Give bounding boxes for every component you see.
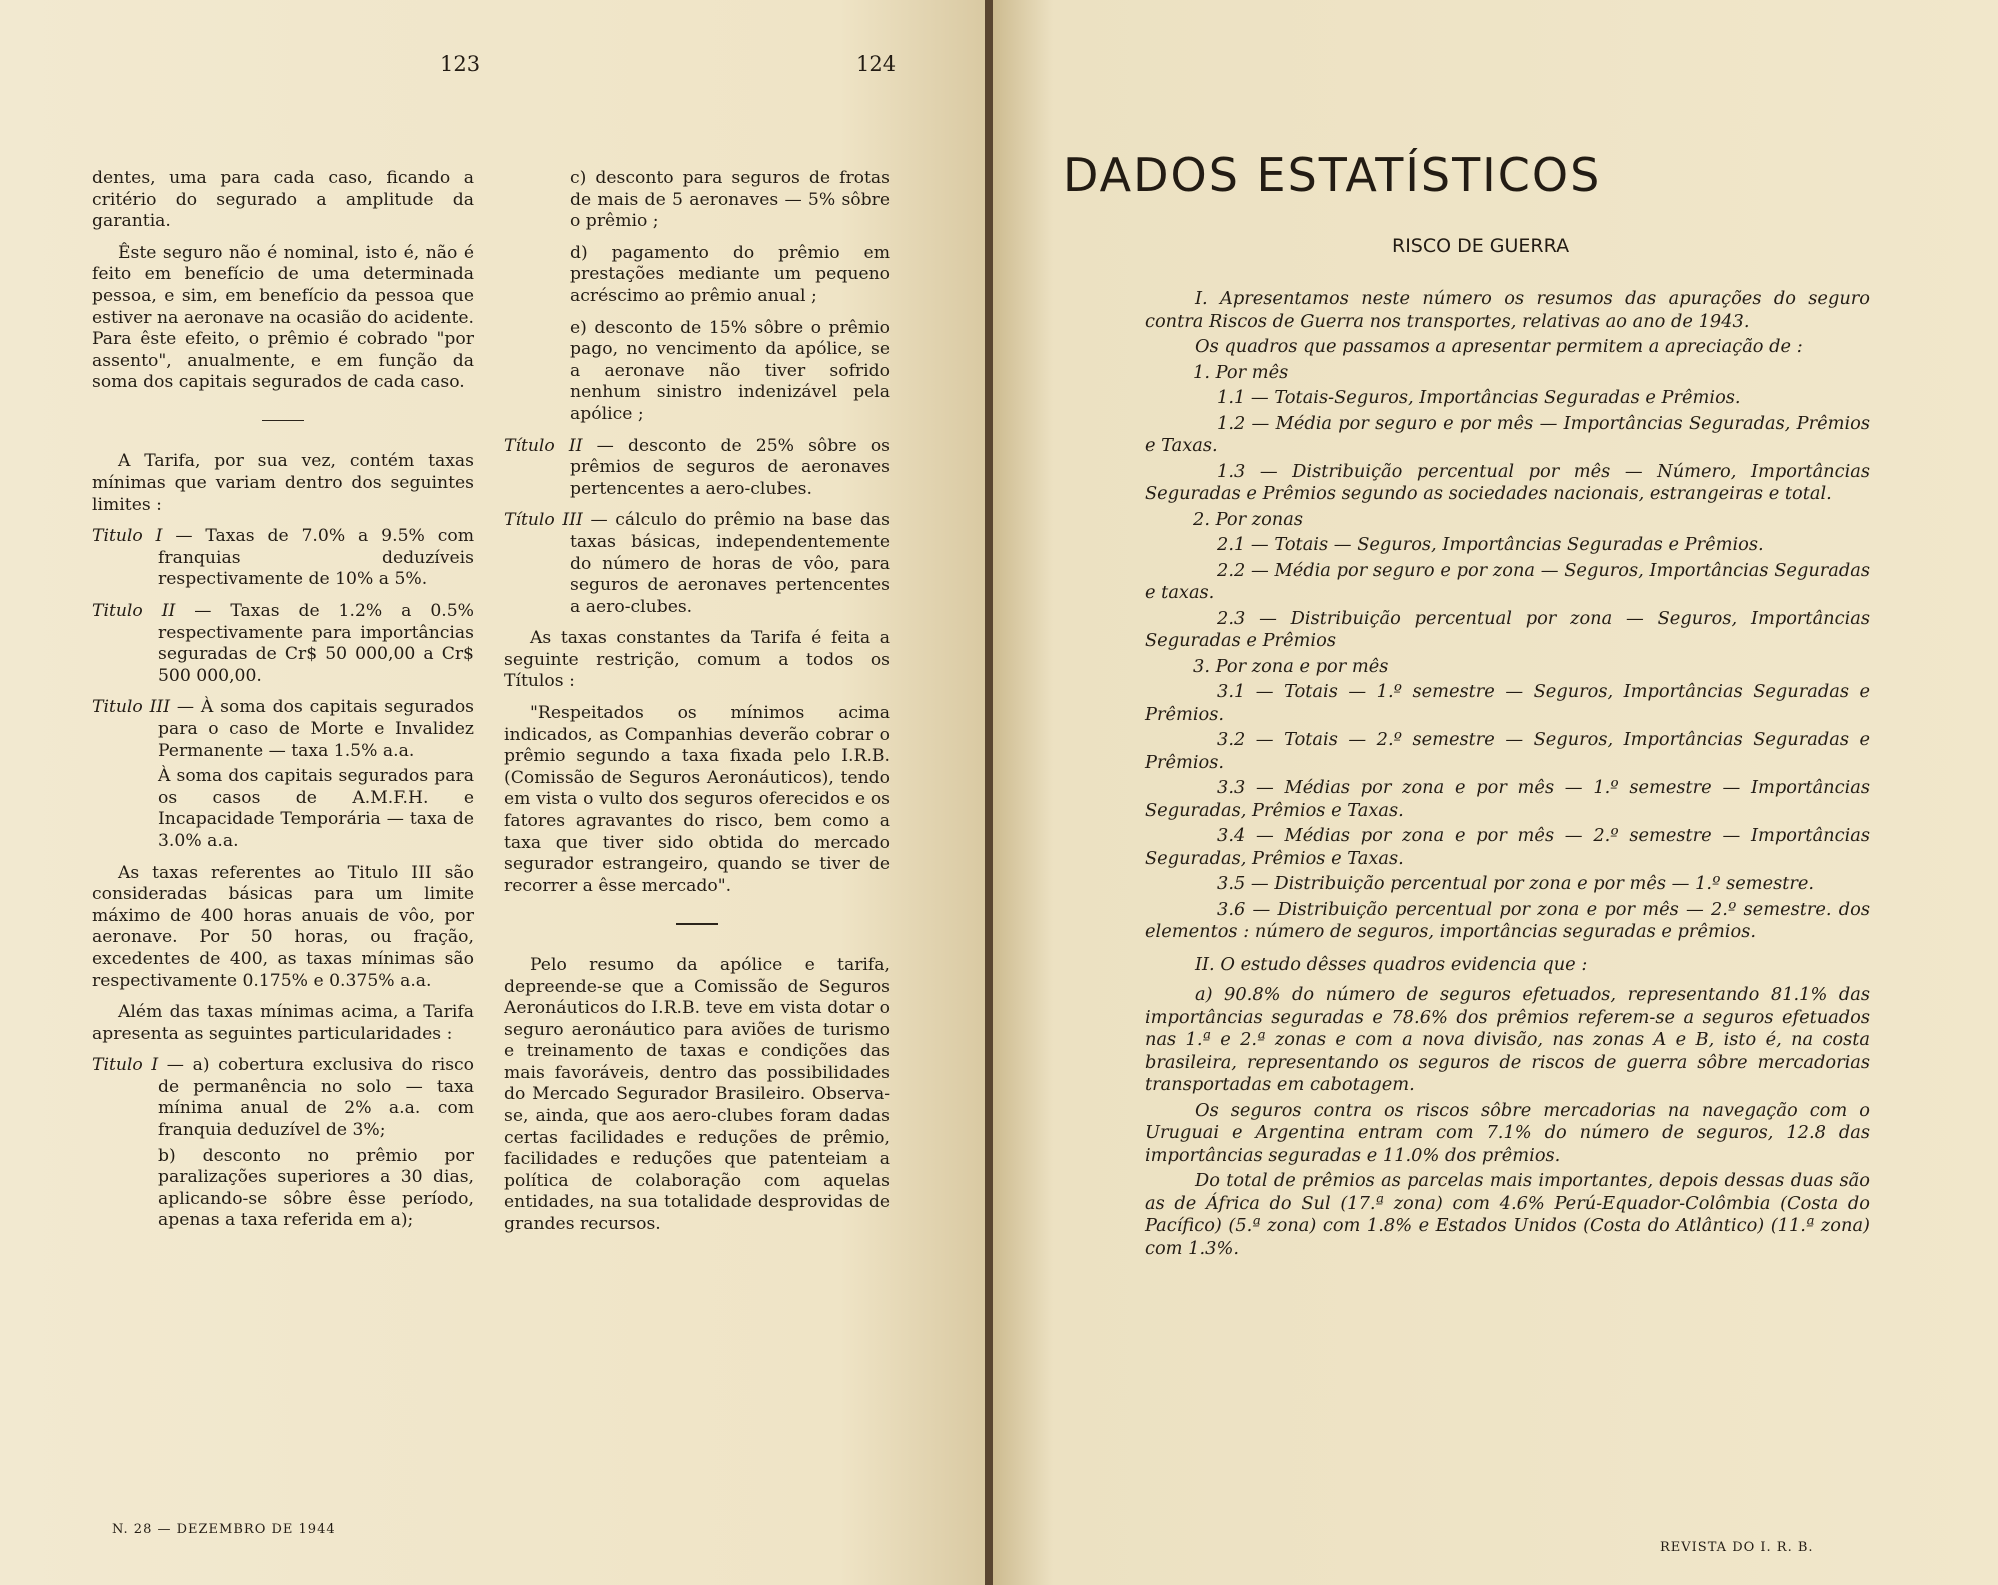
tariff-item [504, 436, 890, 501]
tariff-item [92, 526, 474, 591]
left-footer: N. 28 — DEZEMBRO DE 1944 [112, 1522, 336, 1537]
item-label: Título II [504, 435, 583, 456]
text-line: Do total de prêmios as parcelas mais importantes, depois dessas duas são as de África do Sul (17.ª zona) com 4.6% Perú-Equador-Colômbia (Costa do Pacífico) (5.ª zona) com 1.8% e Estados Unidos (Costa do Atlântico) (11.ª zona) com 1.3%. [1145, 1170, 1870, 1259]
tariff-subitem: e) desconto de 15% sôbre o prêmio pago, no vencimento da apólice, se a aeronave não tiver sofrido nenhum sinistro indenizável pela apólice ; [570, 317, 890, 424]
text-line: 1. Por mês [1193, 361, 1289, 383]
text-line: 3.3 — Médias por zona e por mês — 1.º semestre — Importâncias Seguradas, Prêmios e Taxas. [1145, 777, 1870, 821]
text-line: II. O estudo dêsses quadros evidencia que : [1195, 953, 1588, 975]
item-text: — desconto de 25% sôbre os prêmios de seguros de aeronaves pertencentes a aero-clubes. [570, 435, 890, 499]
item-text: — À soma dos capitais segurados para o caso de Morte e Invalidez Permanente — taxa 1.5% a.a. [158, 697, 474, 761]
text-line: 1.1 — Totais-Seguros, Importâncias Seguradas e Prêmios. [1217, 387, 1741, 408]
text-line: 1.3 — Distribuição percentual por mês — Número, Importâncias Seguradas e Prêmios segundo as sociedades nacionais, estrangeiras e total. [1145, 460, 1870, 504]
text-line: 2.3 — Distribuição percentual por zona — Seguros, Importâncias Seguradas e Prêmios [1145, 607, 1870, 651]
paragraph: Além das taxas mínimas acima, a Tarifa apresenta as seguintes particularidades : [92, 1002, 474, 1044]
paragraph: dentes, uma para cada caso, ficando a critério do segurado a amplitude da garantia. [92, 168, 474, 232]
text-line: 3. Por zona e por mês [1193, 655, 1389, 677]
paragraph: Pelo resumo da apólice e tarifa, depreende-se que a Comissão de Seguros Aeronáuticos do I.R.B. teve em vista dotar o seguro aeronáutico para aviões de turismo e treinamento de taxas e condições das mais favoráveis, dentro das possibilidades do Mercado Segurador Brasileiro. Observa-se, ainda, que aos aero-clubes foram dadas certas facilidades e reduções de prêmio, facilidades e reduções que patenteiam a política de colaboração com aquelas entidades, na sua totalidade desprovidas de grandes recursos. [504, 954, 890, 1235]
text-line: Os seguros contra os riscos sôbre mercadorias na navegação com o Uruguai e Argentina entram com 7.1% do número de seguros, 12.8 das importâncias seguradas e 11.0% dos prêmios. [1145, 1099, 1870, 1166]
item-label: Titulo I [92, 526, 163, 547]
tariff-subitem: c) desconto para seguros de frotas de mais de 5 aeronaves — 5% sôbre o prêmio ; [570, 168, 890, 232]
page-number-124: 124 [856, 52, 897, 76]
statistics-text [1145, 288, 1870, 1263]
text-line: 3.5 — Distribuição percentual por zona e por mês — 1.º semestre. [1217, 873, 1815, 894]
item-label: Título III [504, 510, 583, 531]
page-title: DADOS ESTATÍSTICOS [1063, 148, 1602, 202]
tariff-subitem: d) pagamento do prêmio em prestações mediante um pequeno acréscimo ao prêmio anual ; [570, 242, 890, 306]
column-2 [504, 168, 890, 1246]
text-line: I. Apresentamos neste número os resumos das apurações do seguro contra Riscos de Guerra nos transportes, relativas ao ano de 1943. [1145, 288, 1870, 332]
text-line: 1.2 — Média por seguro e por mês — Importâncias Seguradas, Prêmios e Taxas. [1145, 412, 1870, 456]
page-number-123: 123 [440, 52, 481, 76]
right-footer: REVISTA DO I. R. B. [1660, 1540, 1814, 1555]
item-text: — cálculo do prêmio na base das taxas básicas, independentemente do número de horas de vôo, para seguros de aeronaves pertencentes a aero-clubes. [570, 510, 890, 617]
item-text: — a) cobertura exclusiva do risco de permanência no solo — taxa mínima anual de 2% a.a. com franquia deduzível de 3%; [158, 1055, 474, 1141]
text-line: 3.1 — Totais — 1.º semestre — Seguros, Importâncias Seguradas e Prêmios. [1145, 681, 1870, 725]
text-line: Os quadros que passamos a apresentar permitem a apreciação de : [1195, 336, 1803, 357]
paragraph: As taxas constantes da Tarifa é feita a seguinte restrição, comum a todos os Títulos : [504, 628, 890, 692]
section-subtitle: RISCO DE GUERRA [1392, 235, 1570, 257]
tariff-subitem: À soma dos capitais segurados para os casos de A.M.F.H. e Incapacidade Temporária — taxa de 3.0% a.a. [158, 766, 474, 851]
text-line: 3.2 — Totais — 2.º semestre — Seguros, Importâncias Seguradas e Prêmios. [1145, 729, 1870, 773]
text-line: 2.2 — Média por seguro e por zona — Seguros, Importâncias Seguradas e taxas. [1145, 559, 1870, 603]
section-divider [676, 923, 718, 925]
tariff-item [92, 601, 474, 687]
item-label: Titulo I [92, 1055, 159, 1076]
text-line: a) 90.8% do número de seguros efetuados, representando 81.1% das importâncias seguradas e 78.6% dos prêmios referem-se a seguros efetuados nas 1.ª e 2.ª zonas e com a nova divisão, nas zonas A e B, isto é, na costa brasileira, representando os seguros de riscos de guerra sôbre mercadorias transportadas em cabotagem. [1145, 984, 1870, 1095]
item-label: Titulo III [92, 697, 170, 718]
item-text: — Taxas de 1.2% a 0.5% respectivamente para importâncias seguradas de Cr$ 50 000,00 a Cr$ 500 000,00. [158, 601, 475, 686]
tariff-item [504, 510, 890, 618]
text-line: 3.6 — Distribuição percentual por zona e por mês — 2.º semestre. dos elementos : número de seguros, importâncias seguradas e prêmios. [1145, 898, 1870, 942]
tariff-item [92, 697, 474, 762]
tariff-item [92, 1055, 474, 1141]
item-text: — Taxas de 7.0% a 9.5% com franquias deduzíveis respectivamente de 10% a 5%. [158, 526, 474, 590]
item-label: Titulo II [92, 601, 176, 621]
paragraph: A Tarifa, por sua vez, contém taxas mínimas que variam dentro dos seguintes limites : [92, 451, 474, 515]
text-line: 2.1 — Totais — Seguros, Importâncias Seguradas e Prêmios. [1217, 534, 1764, 555]
paragraph: As taxas referentes ao Titulo III são consideradas básicas para um limite máximo de 400 horas anuais de vôo, por aeronave. Por 50 horas, ou fração, excedentes de 400, as taxas mínimas são respectivamente 0.175% e 0.375% a.a. [92, 862, 474, 991]
paragraph: "Respeitados os mínimos acima indicados, as Companhias deverão cobrar o prêmio segundo a taxa fixada pelo I.R.B. (Comissão de Seguros Aeronáuticos), tendo em vista o vulto dos seguros oferecidos e os fatores agravantes do risco, bem como a taxa que tiver sido obtida do mercado segurador estrangeiro, quando se tiver de recorrer a êsse mercado". [504, 703, 890, 896]
column-1 [92, 168, 474, 1242]
section-divider [262, 420, 304, 422]
text-line: 2. Por zonas [1193, 508, 1303, 530]
text-line: 3.4 — Médias por zona e por mês — 2.º semestre — Importâncias Seguradas, Prêmios e Taxas. [1145, 825, 1870, 869]
paragraph: Êste seguro não é nominal, isto é, não é feito em benefício de uma determinada pessoa, e sim, em benefício da pessoa que estiver na aeronave na ocasião do acidente. Para êste efeito, o prêmio é cobrado "por assento", anualmente, e em função da soma dos capitais segurados de cada caso. [92, 242, 474, 393]
tariff-subitem: b) desconto no prêmio por paralizações superiores a 30 dias, aplicando-se sôbre êsse período, apenas a taxa referida em a); [158, 1145, 474, 1231]
